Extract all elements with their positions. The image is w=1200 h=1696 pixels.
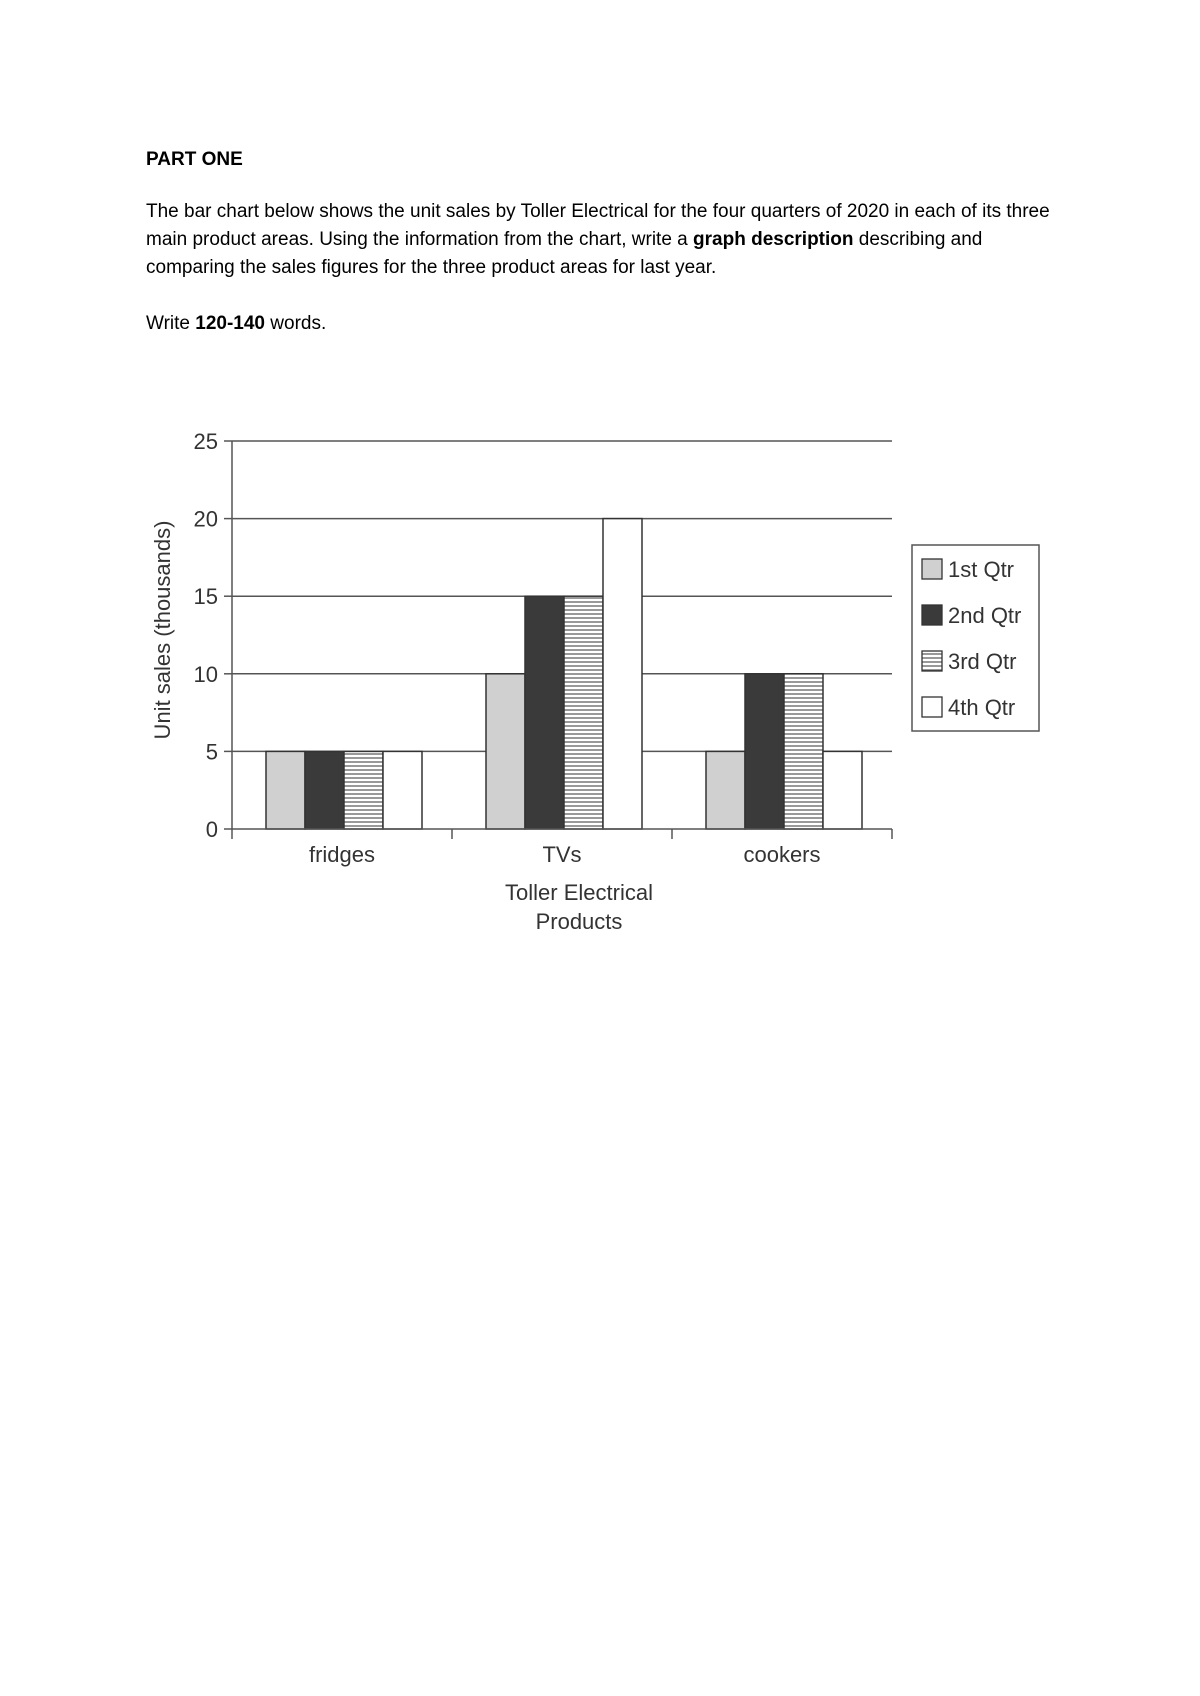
bar-fridges-4th-qtr <box>383 751 422 829</box>
bar-fridges-2nd-qtr <box>305 751 344 829</box>
word-count-range: 120-140 <box>195 313 265 334</box>
legend-label: 3rd Qtr <box>948 649 1017 674</box>
legend-label: 4th Qtr <box>948 695 1016 720</box>
bar-cookers-1st-qtr <box>706 751 745 829</box>
instructions-text-2: describing and comparing the sales figures for the three product areas for last year. <box>146 229 983 278</box>
y-tick-label: 10 <box>193 661 218 687</box>
instructions-text-1: The bar chart below shows the unit sales by Toller Electrical for the four quarters of 2020 in each of its three main product areas. Using the information from the chart, write a <box>146 201 1050 250</box>
bar-tvs-3rd-qtr <box>564 596 603 829</box>
y-tick-label: 0 <box>205 817 218 842</box>
bar-fridges-1st-qtr <box>266 751 305 829</box>
y-tick-label: 15 <box>193 584 218 610</box>
legend-swatch <box>922 697 942 717</box>
legend-label: 1st Qtr <box>948 557 1015 582</box>
y-tick-label: 5 <box>205 739 218 765</box>
bar-tvs-4th-qtr <box>603 519 642 829</box>
instructions-emphasis: graph description <box>693 229 854 250</box>
bar-cookers-2nd-qtr <box>745 674 784 829</box>
part-title: PART ONE <box>146 149 243 170</box>
legend-swatch <box>922 651 942 671</box>
x-category-label: cookers <box>743 842 821 867</box>
word-count-suffix: words. <box>265 313 327 334</box>
x-category-label: TVs <box>542 842 582 867</box>
legend-swatch <box>922 605 942 625</box>
legend-swatch <box>922 559 942 579</box>
y-tick-label: 20 <box>193 506 218 532</box>
x-axis-title-line-2: Products <box>535 909 623 934</box>
bar-cookers-3rd-qtr <box>784 674 823 829</box>
bar-cookers-4th-qtr <box>823 751 862 829</box>
y-axis-title: Unit sales (thousands) <box>150 520 175 740</box>
word-count-prefix: Write <box>146 313 196 334</box>
bar-tvs-2nd-qtr <box>525 596 564 829</box>
x-category-label: fridges <box>308 842 376 867</box>
bar-fridges-3rd-qtr <box>344 751 383 829</box>
y-tick-label: 25 <box>193 429 218 454</box>
legend-label: 2nd Qtr <box>948 603 1022 628</box>
bar-tvs-1st-qtr <box>486 674 525 829</box>
chart-legend <box>912 545 1039 731</box>
x-axis-title-line-1: Toller Electrical <box>505 880 653 905</box>
